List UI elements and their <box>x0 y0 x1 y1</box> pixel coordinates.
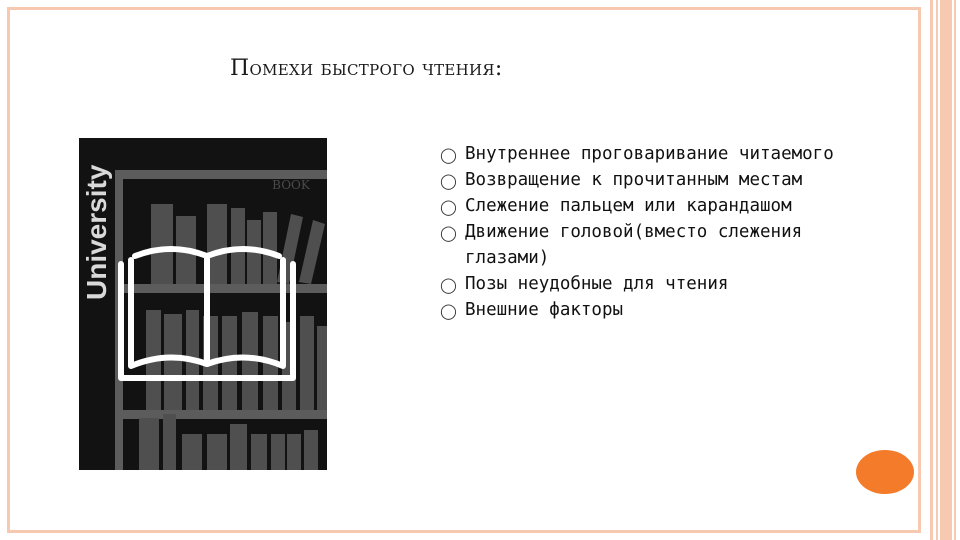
list-item <box>440 167 840 193</box>
book-label: BOOK <box>272 178 310 192</box>
list-item <box>440 219 840 271</box>
list-item-text: Внешние факторы <box>465 300 624 320</box>
circle-bullet-icon: ◯ <box>440 302 457 320</box>
university-book-picture <box>79 138 327 470</box>
university-logo: University <box>81 164 112 300</box>
circle-bullet-icon: ◯ <box>440 224 457 242</box>
list-item <box>440 297 840 323</box>
circle-bullet-icon: ◯ <box>440 172 457 190</box>
list-item-text: Слежение пальцем или карандашом <box>465 196 792 216</box>
list-item-text: Движение головой(вместо слежения глазами) <box>465 222 803 268</box>
circle-bullet-icon: ◯ <box>440 198 457 216</box>
circle-bullet-icon: ◯ <box>440 276 457 294</box>
decorative-stripes <box>930 0 960 540</box>
list-item <box>440 193 840 219</box>
orange-circle-decoration <box>856 450 914 494</box>
list-item <box>440 271 840 297</box>
list-item-text: Внутреннее проговаривание читаемого <box>465 144 834 164</box>
list-item-text: Возвращение к прочитанным местам <box>465 170 803 190</box>
list-item <box>440 141 840 167</box>
slide-title: Помехи быстрого чтения: <box>230 56 503 81</box>
bullet-list <box>440 141 840 323</box>
list-item-text: Позы неудобные для чтения <box>465 274 729 294</box>
circle-bullet-icon: ◯ <box>440 146 457 164</box>
